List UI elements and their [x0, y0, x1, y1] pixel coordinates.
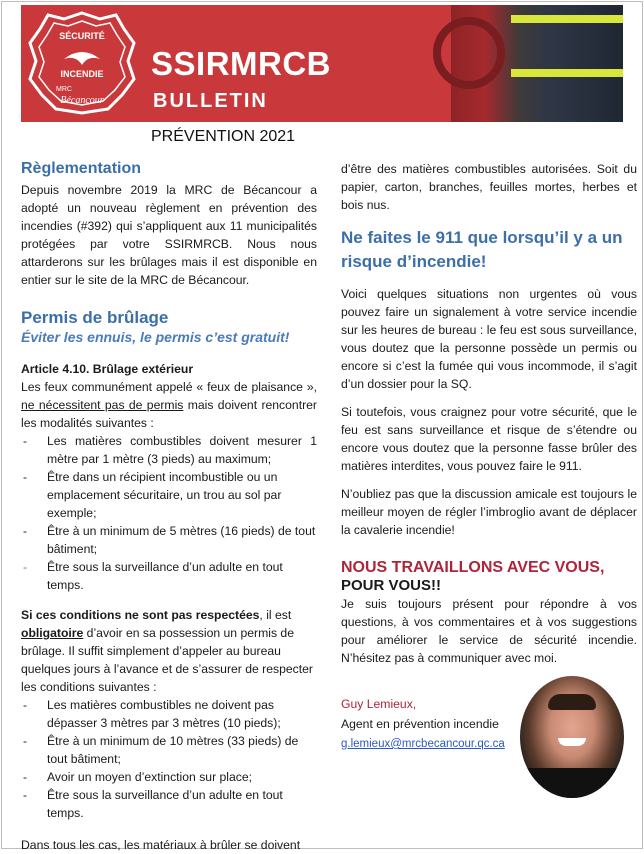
- hair: [548, 694, 596, 710]
- page-subtitle: PRÉVENTION 2021: [151, 128, 296, 145]
- signature-name: Guy Lemieux,: [341, 697, 417, 711]
- signature-role: Agent en prévention incendie: [341, 717, 499, 731]
- hose-reel: [433, 17, 505, 89]
- permis-tagline: Éviter les ennuis, le permis c’est gratuit!: [21, 329, 290, 345]
- avatar: [520, 676, 624, 798]
- intro-underline: ne nécessitent pas de permis: [21, 398, 184, 412]
- email-link[interactable]: g.lemieux@mrcbecancour.qc.ca: [341, 738, 505, 750]
- list-item: - Avoir un moyen d’extinction sur place;: [21, 768, 317, 786]
- conditions-list: [21, 432, 317, 594]
- logo-text-mrc: MRC: [56, 86, 72, 93]
- list-item: - Être sous la surveillance d’un adulte en tout temps.: [21, 786, 317, 822]
- cond-bold: Si ces conditions ne sont pas respectées: [21, 608, 260, 622]
- contact-body: Je suis toujours présent pour répondre à vos questions, à vos commentaires et à vos suggestions pour améliorer le service de sécurité incendie. N’hésitez pas à communiquer avec moi.: [341, 597, 637, 665]
- cond-obligatoire: obligatoire: [21, 626, 84, 640]
- logo-text-incendie: INCENDIE: [60, 69, 104, 79]
- urgence-p3: N’oubliez pas que la discussion amicale est toujours le meilleur moyen de régler l’imbroglio avant de déplacer la cavalerie incendie!: [341, 487, 637, 537]
- permit-conditions: [21, 606, 317, 696]
- smile: [558, 738, 586, 746]
- intro-text-end: mais doivent rencontrer les modalités suivantes :: [21, 398, 317, 430]
- reflective-stripe: [511, 15, 623, 23]
- reglementation-heading: Règlementation: [21, 160, 142, 177]
- right-column: [341, 160, 637, 753]
- header-banner: [21, 5, 623, 122]
- article-title: Article 4.10. Brûlage extérieur: [21, 362, 194, 376]
- list-item: - Être à un minimum de 5 mètres (16 pieds) de tout bâtiment;: [21, 522, 317, 558]
- contact-heading-black: POUR VOUS!!: [341, 577, 442, 594]
- intro-text: Les feux communément appelé « feux de plaisance »,: [21, 380, 317, 394]
- permis-heading: Permis de brûlage: [21, 308, 169, 327]
- reglementation-body: Depuis novembre 2019 la MRC de Bécancour a adopté un nouveau règlement en prévention des incendies (#392) qui s’appliquent aux 11 municipalités protégées par votre SSIRMRCB. Nous nous attarderons sur les brûlages mais il est disponible en entier sur le site de la MRC de Bécancour.: [21, 183, 317, 287]
- list-item: - Les matières combustibles doivent mesurer 1 mètre par 1 mètre (3 pieds) au maximum;: [21, 432, 317, 468]
- securite-incendie-logo-icon: [26, 9, 138, 117]
- continued-paragraph: d’être des matières combustibles autorisées. Soit du papier, carton, branches, feuilles mortes, herbes et bois nus.: [341, 162, 637, 212]
- logo-text-becancour: Bécancour: [60, 95, 104, 106]
- firefighter-photo: [451, 5, 623, 122]
- list-item: - Être dans un récipient incombustible ou un emplacement sécuritaire, un trou au sol par exemple;: [21, 468, 317, 522]
- article-intro: [21, 378, 317, 432]
- reflective-stripe: [511, 69, 623, 77]
- logo-text-securite: SÉCURITÉ: [59, 31, 105, 41]
- uniform: [520, 768, 624, 798]
- final-paragraph: Dans tous les cas, les matériaux à brûler se doivent: [21, 838, 301, 852]
- urgence-p2: Si toutefois, vous craignez pour votre sécurité, que le feu est sans surveillance et risque de s’étendre ou encore vous doutez que la personne fasse brûler des matières interdites, vous pouvez faire le 911.: [341, 405, 637, 473]
- left-column: [21, 160, 317, 854]
- bulletin-label: BULLETIN: [153, 90, 268, 112]
- list-item: - Les matières combustibles ne doivent pas dépasser 3 mètres par 3 mètres (10 pieds);: [21, 696, 317, 732]
- urgence-heading: Ne faites le 911 que lorsqu’il y a un risque d’incendie!: [341, 228, 623, 271]
- list-item: - Être sous la surveillance d’un adulte en tout temps.: [21, 558, 317, 594]
- organization-title: SSIRMRCB: [151, 45, 332, 82]
- cond-mid: , il est: [259, 608, 292, 622]
- contact-heading-red: NOUS TRAVAILLONS AVEC VOUS,: [341, 559, 605, 576]
- permit-list: [21, 696, 317, 822]
- list-item: - Être à un minimum de 10 mètres (33 pieds) de tout bâtiment;: [21, 732, 317, 768]
- urgence-p1: Voici quelques situations non urgentes où vous pouvez faire un signalement à votre service incendie sur les heures de bureau : le feu est sous surveillance, vous doutez que la personne possède un permis ou encore si c’est la fumée qui vous incommode, il s’agit d’un dossier pour la SQ.: [341, 287, 637, 391]
- cond-text: d’avoir en sa possession un permis de brûlage. Il suffit simplement d’appeler au bureau quelques jours à l’avance et de s’assurer de respecter les conditions suivantes :: [21, 626, 313, 694]
